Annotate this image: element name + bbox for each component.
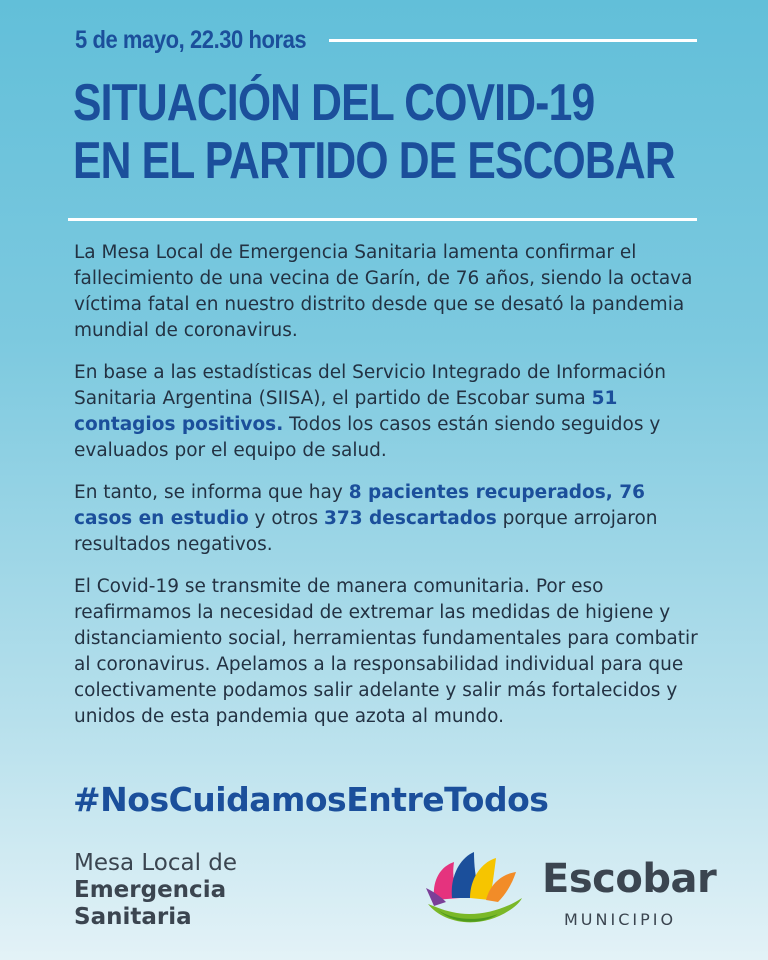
paragraph-4: El Covid-19 se transmite de manera comunitaria. Por eso reafirmamos la necesidad de extremar las medidas de higiene y distanciamiento social, herramientas fundamentales para combatir al coronavirus. Apelamos a la responsabilidad individual para que colectivamente podamos salir adelante y salir más fortalecidos y unidos de esta pandemia que azota al mundo. bbox=[74, 576, 698, 727]
mesa-line-3: Sanitaria bbox=[74, 904, 192, 930]
p3-highlight-1: 8 pacientes recuperados, 76 casos en estudio bbox=[74, 482, 645, 529]
title-divider bbox=[68, 218, 697, 221]
escobar-flower-logo-icon bbox=[424, 848, 524, 932]
paragraph-3 bbox=[74, 480, 704, 558]
paragraph-2 bbox=[74, 360, 704, 464]
p2-text-a: En base a las estadísticas del Servicio Integrado de Información Sanitaria Argentina (SIISA), el partido de Escobar suma bbox=[74, 362, 666, 409]
mesa-local-logo bbox=[74, 850, 237, 931]
hashtag: #NosCuidamosEntreTodos bbox=[73, 780, 549, 819]
p3-text-a: En tanto, se informa que hay bbox=[74, 482, 349, 503]
p2-highlight: 51 contagios positivos. bbox=[74, 388, 618, 435]
mesa-line-1: Mesa Local de bbox=[74, 850, 238, 876]
date-row bbox=[75, 26, 697, 55]
title-line-2: EN EL PARTIDO DE ESCOBAR bbox=[73, 132, 675, 190]
header-divider bbox=[329, 39, 697, 42]
p3-text-c: porque arrojaron resultados negativos. bbox=[74, 508, 658, 555]
paragraph-1: La Mesa Local de Emergencia Sanitaria lamenta confirmar el fallecimiento de una vecina de Garín, de 76 años, siendo la octava víctima fatal en nuestro distrito desde que se desató la pandemia mundial de coronavirus. bbox=[74, 242, 693, 341]
brand-subtitle: MUNICIPIO bbox=[564, 910, 677, 929]
page-title bbox=[73, 74, 675, 190]
p2-text-b: Todos los casos están siendo seguidos y evaluados por el equipo de salud. bbox=[74, 414, 661, 461]
p3-text-b: y otros bbox=[248, 508, 324, 529]
brand-name: Escobar bbox=[542, 856, 717, 902]
body-text bbox=[74, 240, 704, 746]
date-label: 5 de mayo, 22.30 horas bbox=[75, 26, 307, 54]
title-line-1: SITUACIÓN DEL COVID-19 bbox=[73, 74, 595, 132]
p3-highlight-2: 373 descartados bbox=[323, 508, 497, 529]
mesa-line-2: Emergencia bbox=[74, 877, 227, 903]
